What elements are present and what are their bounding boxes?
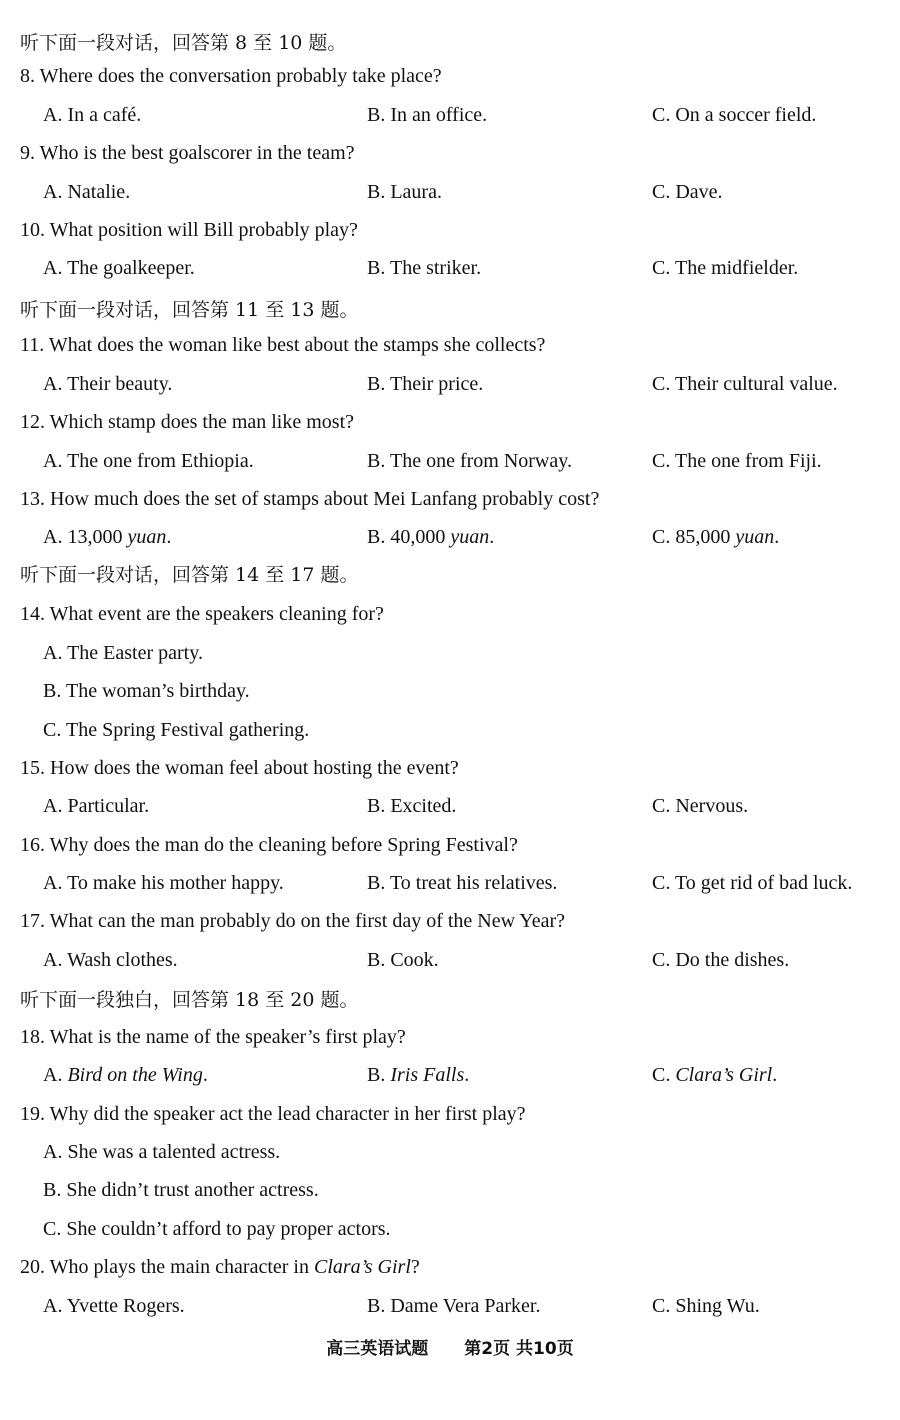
option-a: A. She was a talented actress. xyxy=(43,1141,281,1163)
option-b: B. In an office. xyxy=(367,104,488,126)
option-a: A. Yvette Rogers. xyxy=(43,1295,185,1317)
option-a: A. The Easter party. xyxy=(43,642,203,664)
option-a: A. The goalkeeper. xyxy=(43,257,195,279)
option-b: B. 40,000 yuan. xyxy=(367,526,495,548)
option-a: A. Natalie. xyxy=(43,181,131,203)
option-c: C. To get rid of bad luck. xyxy=(652,872,853,894)
option-a: A. Wash clothes. xyxy=(43,949,178,971)
question-stem: 19. Why did the speaker act the lead character in her first play? xyxy=(20,1103,526,1125)
question-stem: 20. Who plays the main character in Clara’s Girl? xyxy=(20,1256,420,1278)
question-stem: 17. What can the man probably do on the first day of the New Year? xyxy=(20,910,566,932)
option-c: C. The one from Fiji. xyxy=(652,450,822,472)
option-c: C. The Spring Festival gathering. xyxy=(43,719,310,741)
option-c: C. Their cultural value. xyxy=(652,373,838,395)
question-stem: 11. What does the woman like best about the stamps she collects? xyxy=(20,334,546,356)
option-b: B. The striker. xyxy=(367,257,482,279)
question-stem: 10. What position will Bill probably play? xyxy=(20,219,358,241)
option-b: B. Their price. xyxy=(367,373,484,395)
option-a: A. In a café. xyxy=(43,104,142,126)
question-stem: 18. What is the name of the speaker’s first play? xyxy=(20,1026,406,1048)
question-stem: 12. Which stamp does the man like most? xyxy=(20,411,355,433)
question-stem: 14. What event are the speakers cleaning for? xyxy=(20,603,384,625)
question-stem: 13. How much does the set of stamps about Mei Lanfang probably cost? xyxy=(20,488,600,510)
section-instruction: 听下面一段对话，回答第 8 至 10 题。 xyxy=(20,32,347,54)
option-a: A. Bird on the Wing. xyxy=(43,1064,208,1086)
question-stem: 8. Where does the conversation probably take place? xyxy=(20,65,442,87)
option-a: A. The one from Ethiopia. xyxy=(43,450,254,472)
option-c: C. The midfielder. xyxy=(652,257,799,279)
option-b: B. She didn’t trust another actress. xyxy=(43,1179,319,1201)
footer-page-number: 第2页 共10页 xyxy=(464,1339,574,1359)
question-stem: 16. Why does the man do the cleaning before Spring Festival? xyxy=(20,834,518,856)
question-stem: 9. Who is the best goalscorer in the team? xyxy=(20,142,355,164)
option-b: B. The woman’s birthday. xyxy=(43,680,250,702)
option-a: A. To make his mother happy. xyxy=(43,872,284,894)
option-b: B. The one from Norway. xyxy=(367,450,572,472)
option-b: B. Laura. xyxy=(367,181,442,203)
option-b: B. Dame Vera Parker. xyxy=(367,1295,541,1317)
option-c: C. Nervous. xyxy=(652,795,749,817)
footer-subject: 高三英语试题 xyxy=(326,1339,429,1359)
option-c: C. Do the dishes. xyxy=(652,949,790,971)
option-a: A. Particular. xyxy=(43,795,150,817)
option-c: C. 85,000 yuan. xyxy=(652,526,780,548)
section-instruction: 听下面一段独白，回答第 18 至 20 题。 xyxy=(20,989,359,1011)
option-c: C. Clara’s Girl. xyxy=(652,1064,778,1086)
page-footer xyxy=(0,1334,900,1359)
section-instruction: 听下面一段对话，回答第 11 至 13 题。 xyxy=(20,299,359,321)
question-stem: 15. How does the woman feel about hosting the event? xyxy=(20,757,459,779)
option-a: A. 13,000 yuan. xyxy=(43,526,172,548)
option-c: C. Dave. xyxy=(652,181,723,203)
option-b: B. To treat his relatives. xyxy=(367,872,558,894)
option-b: B. Cook. xyxy=(367,949,439,971)
option-b: B. Excited. xyxy=(367,795,457,817)
section-instruction: 听下面一段对话，回答第 14 至 17 题。 xyxy=(20,564,359,586)
option-c: C. She couldn’t afford to pay proper actors. xyxy=(43,1218,391,1240)
option-c: C. Shing Wu. xyxy=(652,1295,760,1317)
option-c: C. On a soccer field. xyxy=(652,104,817,126)
option-a: A. Their beauty. xyxy=(43,373,173,395)
option-b: B. Iris Falls. xyxy=(367,1064,470,1086)
